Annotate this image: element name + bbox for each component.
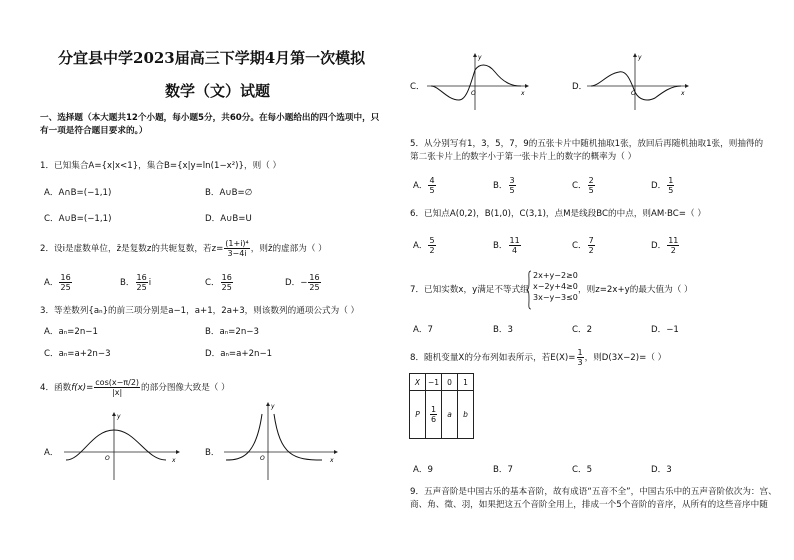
q6-option-d: D． $\frac{11}{2}$ [651,236,679,255]
q1-option-d: D．A∪B=U [205,214,252,224]
q4-option-b: B． [205,448,220,458]
q4-option-d: D． [572,82,588,92]
q5-option-b: B． $\frac{3}{5}$ [493,176,515,195]
svg-text:y: y [117,413,121,420]
question-5-line2: 第二张卡片上的数字小于第一张卡片上的数字的概率为（ ） [410,152,637,162]
q8-option-c: C．5 [572,465,593,475]
question-8: 8．随机变量X的分布列如表所示，若E(X)= $\frac{1}{3}$ ，则D(3X−2)=（ ） [410,348,667,367]
q4-fraction: $\frac{\cos(x-\pi/2)}{|x|}$ [95,378,140,397]
q1-option-b: B．A∪B=∅ [205,188,253,198]
q5-option-a: A． $\frac{4}{5}$ [413,176,435,195]
q6-option-b: B． $\frac{11}{4}$ [493,236,520,255]
q2-fraction: $\frac{\text{(1+i)⁴}}{3-4i}$ [225,239,249,258]
q2-option-c: C． $\frac{16}{25}$ [205,273,232,292]
q3-option-a: A．aₙ=2n−1 [44,327,98,337]
q3-option-b: B．aₙ=2n−3 [205,327,259,337]
section-header: 一、选择题（本大题共12个小题，每小题5分，共60分。在每小题给出的四个选项中，只有一项是符合题目要求的。） [40,113,380,136]
question-9-line1: 9．五声音阶是中国古乐的基本音阶，故有成语“五音不全”，中国古乐中的五声音阶依次为：宫、 [410,487,777,497]
q3-option-d: D．aₙ=a+2n−1 [205,349,273,359]
svg-text:O: O [105,455,110,462]
q5-option-c: C． $\frac{2}{5}$ [572,176,594,195]
q7-option-b: B．3 [493,325,513,335]
svg-text:y: y [271,403,275,410]
q6-option-c: C． $\frac{7}{2}$ [572,236,594,255]
svg-text:x: x [521,90,525,97]
svg-text:y: y [478,54,482,61]
svg-text:y: y [638,54,642,61]
q8-option-b: B．7 [493,465,513,475]
q5-option-d: D． $\frac{1}{5}$ [651,176,674,195]
q1-option-a: A．A∩B=(−1,1) [44,188,112,198]
q7-option-c: C．2 [572,325,593,335]
question-5-line1: 5．从分别写有1，3，5，7，9的五张卡片中随机抽取1张，放回后再随机抽取1张，则抽得的 [410,139,764,149]
q7-option-d: D．−1 [651,325,679,335]
svg-text:x: x [330,457,334,464]
graph-option-a [62,410,180,482]
svg-text:x: x [172,457,176,464]
q2-option-b: B． $\frac{16}{25}$ i [120,273,152,292]
brace-icon [526,270,532,310]
question-6: 6．已知点A(0,2)，B(1,0)，C(3,1)，点M是线段BC的中点，则AM·BC=（ ） [410,209,706,219]
inequality-system: 2x+y−2≥0 x−2y+4≥0 3x−y−3≤0 [533,271,578,302]
table-row: P $\frac{1}{6}$ a b [410,391,474,439]
q8-option-d: D．3 [651,465,672,475]
question-7-pre: 7．已知实数x，y满足不等式组 [410,285,529,295]
exam-subtitle: 数学（文）试题 [165,82,271,100]
q4-option-c: C． [410,82,425,92]
q4-option-a: A． [44,448,59,458]
svg-text:x: x [681,90,685,97]
graph-option-d [585,52,689,112]
q6-option-a: A． $\frac{5}{2}$ [413,236,435,255]
q1-option-c: C．A∪B=(−1,1) [44,214,112,224]
graph-option-b [222,400,338,482]
graph-option-c [425,52,529,112]
question-7-post: ，则z=2x+y的最大值为（ ） [578,285,693,295]
exam-title: 分宜县中学2023届高三下学期4月第一次模拟 [58,49,366,67]
question-2: 2．设i是虚数单位，z̄是复数z的共轭复数，若z= $\frac{\text{(1+i)⁴}}{3-4i}$ ，则z̄的虚部为（ ） [40,239,327,258]
table-row: X −1 0 1 [410,374,474,391]
distribution-table [409,373,474,439]
question-9-line2: 商、角、徵、羽，如果把这五个音阶全用上，排成一个5个音阶的音序，从所有的这些音序中随 [410,500,768,510]
svg-text:O: O [631,90,636,97]
q2-option-d: D．− $\frac{16}{25}$ [285,273,320,292]
svg-text:O: O [471,90,476,97]
question-1: 1．已知集合A={x|x<1}，集合B={x|y=ln(1−x²)}，则（ ） [40,161,282,171]
q7-option-a: A．7 [413,325,433,335]
q8-option-a: A．9 [413,465,433,475]
question-3: 3．等差数列{aₙ}的前三项分别是a−1，a+1，2a+3，则该数列的通项公式为（ ） [40,306,360,316]
q3-option-c: C．aₙ=a+2n−3 [44,349,111,359]
question-4: 4．函数f(x)= $\frac{\cos(x-\pi/2)}{|x|}$ 的部分图像大致是（ ） [40,378,230,397]
svg-text:O: O [260,455,265,462]
q2-option-a: A． $\frac{16}{25}$ [44,273,71,292]
